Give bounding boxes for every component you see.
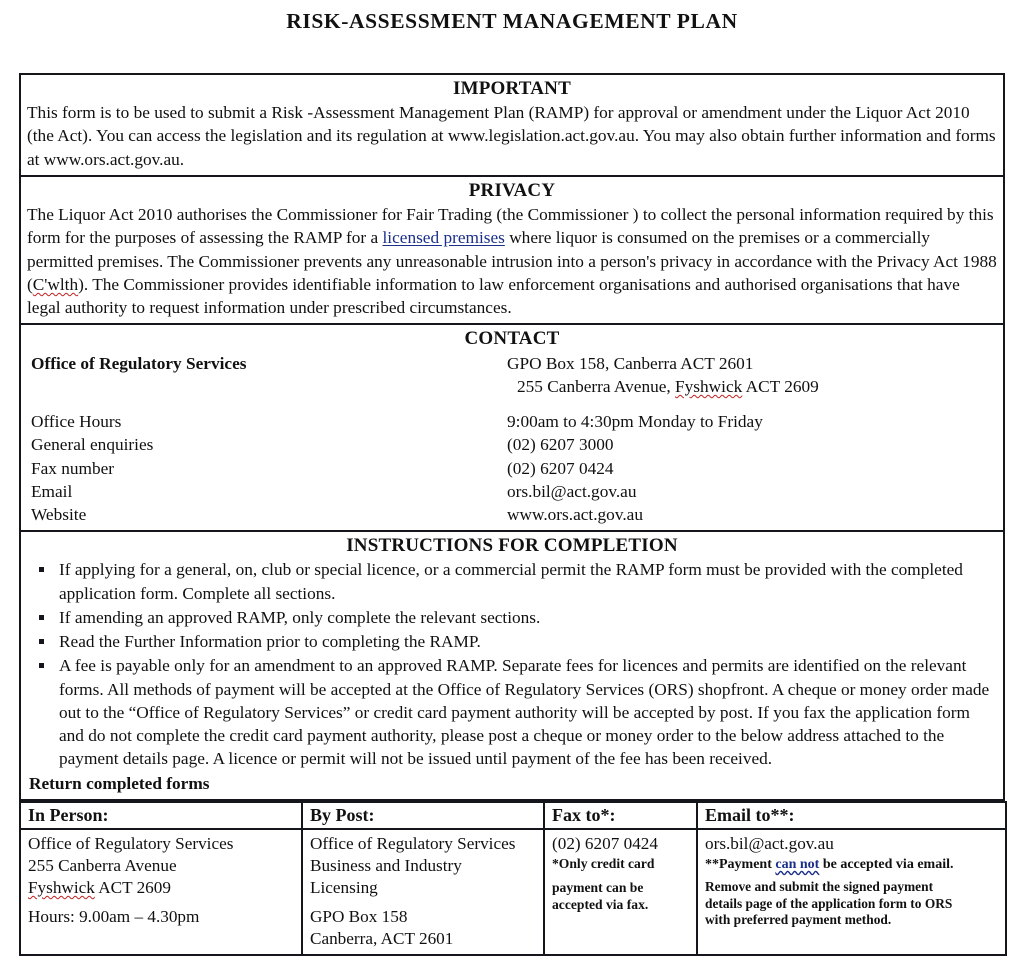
contact-street-address (507, 375, 997, 398)
square-bullet-icon (39, 567, 44, 572)
spellcheck-error-fyshwick: Fyshwick (675, 376, 743, 396)
list-item (27, 630, 997, 653)
cell-fax-to (544, 829, 697, 955)
section-privacy (21, 177, 1003, 325)
contact-label-general-enquiries: General enquiries (31, 435, 154, 455)
return-methods-table (19, 801, 1007, 956)
square-bullet-icon (39, 615, 44, 620)
section-instructions (21, 532, 1003, 799)
in-person-line1: Office of Regulatory Services (28, 833, 234, 853)
contact-value-email: ors.bil@act.gov.au (507, 481, 637, 501)
fax-note-line3: accepted via fax. (552, 897, 649, 913)
contact-value-general-enquiries: (02) 6207 3000 (507, 435, 614, 455)
by-post-line4: GPO Box 158 (310, 906, 408, 926)
privacy-text-after-link: where liquor is consumed on the premises or a commercially permitted premises. The Commissioner prevents any unreasonable intrusion into a person's privacy in accordance with the Privacy Act 1988 ( (27, 228, 997, 294)
spellcheck-error-cwlth: C'wlth (32, 274, 79, 294)
fax-note-line1: *Only credit card (552, 855, 655, 871)
section-heading-privacy: PRIVACY (468, 179, 556, 201)
spellcheck-error-fyshwick: Fyshwick (28, 877, 95, 897)
email-instruction-note (705, 879, 999, 928)
page-title: RISK-ASSESSMENT MANAGEMENT PLAN (286, 9, 738, 33)
contact-street-address-post: ACT 2609 (742, 376, 819, 396)
email-note-post: be accepted via email. (819, 856, 954, 872)
contact-label-fax-number: Fax number (31, 458, 115, 478)
column-header-email-to: Email to**: (697, 802, 1006, 829)
contact-spacer-right (507, 398, 997, 410)
list-item (27, 558, 997, 605)
important-paragraph: This form is to be used to submit a Risk -Assessment Management Plan (RAMP) for approval or amendment under the Liquor Act 2010 (the Act). You can access the legislation and its regulation at www.legislation.act.gov.au. You may also obtain further information and forms at www.ors.act.gov.au. (27, 103, 996, 169)
instructions-list (27, 558, 997, 770)
cell-in-person (20, 829, 302, 955)
contact-street-address-pre: 255 Canberra Avenue, (517, 376, 676, 396)
column-header-fax-to: Fax to*: (544, 802, 697, 829)
email-note2-line3: with preferred payment method. (705, 912, 892, 927)
grammar-error-cannot: can not (775, 856, 820, 872)
info-boxes-container (19, 73, 1005, 801)
table-row (20, 829, 1006, 955)
contact-org-name: Office of Regulatory Services (31, 353, 247, 373)
contact-value-office-hours: 9:00am to 4:30pm Monday to Friday (507, 412, 763, 432)
by-post-address (310, 833, 537, 950)
cell-email-to (697, 829, 1006, 955)
section-heading-important: IMPORTANT (453, 78, 571, 99)
by-post-line2: Business and Industry (310, 855, 462, 875)
square-bullet-icon (39, 639, 44, 644)
privacy-text-tail: ). The Commissioner provides identifiable information to law enforcement organisations and authorised organisations that have legal authority to request information under prescribed circumstances. (27, 274, 960, 318)
column-header-in-person: In Person: (20, 802, 302, 829)
list-item (27, 654, 997, 770)
in-person-hours: Hours: 9.00am – 4.30pm (28, 906, 200, 926)
contact-postal-address: GPO Box 158, Canberra ACT 2601 (507, 353, 754, 373)
instruction-text: Read the Further Information prior to completing the RAMP. (59, 632, 481, 652)
email-note-pre: **Payment (705, 856, 776, 872)
contact-label-website: Website (31, 505, 87, 525)
section-heading-contact: CONTACT (464, 328, 560, 350)
cell-gap (310, 899, 537, 906)
contact-label-office-hours: Office Hours (31, 412, 122, 432)
section-heading-instructions: INSTRUCTIONS FOR COMPLETION (346, 535, 678, 557)
section-important (21, 75, 1003, 177)
contact-value-fax-number: (02) 6207 0424 (507, 458, 614, 478)
instruction-text: A fee is payable only for an amendment to an approved RAMP. Separate fees for licences and permits are identified on the relevant forms. All methods of payment will be accepted at the Office of Regulatory Services (ORS) shopfront. A cheque or money order made out to the “Office of Regulatory Services” or credit card payment authority will be accepted by post. If you fax the application form and do not complete the credit card payment authority, please post a cheque or money order to the below address attached to the payment details page. A licence or permit will not be issued until payment of the fee has been received. (59, 656, 990, 769)
section-contact (21, 325, 1003, 532)
email-address: ors.bil@act.gov.au (705, 833, 834, 853)
fax-number: (02) 6207 0424 (552, 833, 658, 853)
contact-value-website: www.ors.act.gov.au (507, 505, 643, 525)
cell-by-post (302, 829, 544, 955)
in-person-line2: 255 Canberra Avenue (28, 855, 177, 875)
licensed-premises-link[interactable]: licensed premises (382, 228, 505, 248)
email-note2-line2: details page of the application form to ORS (705, 895, 953, 911)
by-post-line5: Canberra, ACT 2601 (310, 929, 454, 948)
return-completed-forms-label: Return completed forms (29, 773, 210, 793)
privacy-text-before-link: The Liquor Act 2010 authorises the Commissioner for Fair Trading (the Commissioner ) to collect the personal information required by this form for the purposes of assessing the RAMP for a (27, 205, 994, 248)
by-post-line1: Office of Regulatory Services (310, 833, 516, 853)
instruction-text: If applying for a general, on, club or special licence, or a commercial permit the RAMP form must be provided with the completed application form. Complete all sections. (59, 560, 963, 603)
contact-blank-label (27, 375, 507, 398)
cell-gap (28, 899, 295, 906)
square-bullet-icon (39, 663, 44, 668)
table-header-row (20, 802, 1006, 829)
in-person-line3-post: ACT 2609 (94, 877, 171, 897)
important-body (27, 101, 997, 171)
list-item (27, 606, 997, 629)
by-post-line3: Licensing (310, 877, 378, 897)
instruction-text: If amending an approved RAMP, only complete the relevant sections. (59, 607, 541, 627)
privacy-body (27, 203, 997, 319)
in-person-address (28, 833, 295, 928)
privacy-paragraph (27, 203, 997, 319)
contact-spacer-left (27, 398, 507, 410)
in-person-line3 (28, 877, 295, 899)
email-note2-line1: Remove and submit the signed payment (705, 879, 934, 895)
email-payment-note (705, 856, 999, 873)
fax-note-line2: payment can be (552, 879, 644, 895)
contact-details-grid (27, 352, 997, 527)
column-header-by-post: By Post: (302, 802, 544, 829)
contact-label-email: Email (31, 481, 73, 501)
